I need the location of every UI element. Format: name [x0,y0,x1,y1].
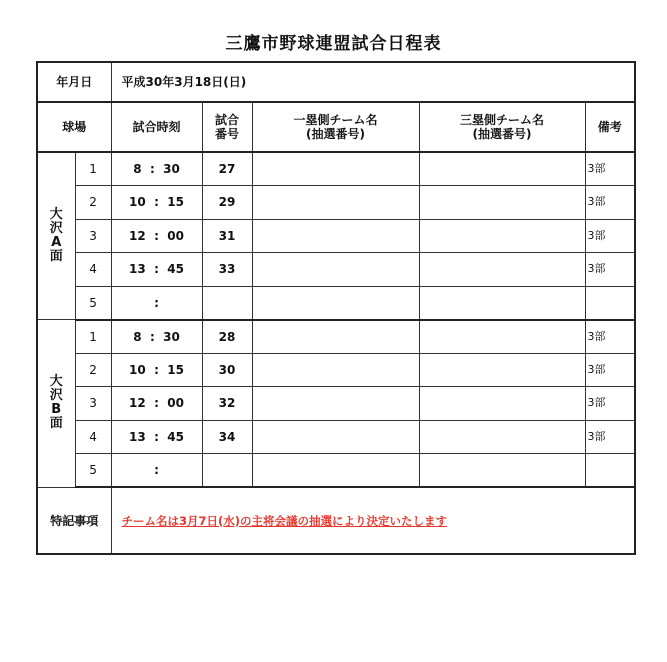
match-header-line1: 試合 [215,113,240,127]
remark: 3部 [585,387,635,421]
table-row [37,420,635,454]
table-row [37,186,635,220]
remarks-header: 備考 [585,102,635,152]
game-time: 10 : 15 [111,186,202,220]
first-base-team [252,387,419,421]
third-base-team [419,152,585,186]
first-base-team [252,152,419,186]
game-no: 4 [75,253,111,287]
table-row [37,152,635,186]
game-no: 4 [75,420,111,454]
date-value: 平成30年3月18日(日) [111,62,635,102]
third-base-team [419,387,585,421]
match-number: 28 [202,320,252,354]
third-base-team [419,286,585,320]
match-number: 34 [202,420,252,454]
game-no: 5 [75,454,111,488]
match-number: 32 [202,387,252,421]
match-number: 27 [202,152,252,186]
game-time: 12 : 00 [111,219,202,253]
table-row [37,286,635,320]
game-no: 2 [75,353,111,387]
third-base-team [419,420,585,454]
notes-cell [111,487,635,554]
first-base-team [252,186,419,220]
table-row [37,219,635,253]
match-no-header [202,102,252,152]
notes-label: 特記事項 [37,487,111,554]
game-no: 1 [75,152,111,186]
date-label: 年月日 [37,62,111,102]
remark: 3部 [585,219,635,253]
game-time: : [111,454,202,488]
third-base-team-header [419,102,585,152]
first-base-team [252,353,419,387]
table-row [37,320,635,354]
header-row [37,102,635,152]
game-no: 3 [75,387,111,421]
table-row [37,353,635,387]
first-base-team-header [252,102,419,152]
notes-row [37,487,635,554]
game-time: 13 : 45 [111,420,202,454]
first-base-team [252,420,419,454]
third-header-line2: (抽選番号) [472,127,532,141]
time-header [111,102,202,152]
game-time: 13 : 45 [111,253,202,287]
third-header-line1: 三塁側チーム名 [460,113,545,127]
game-time: : [111,286,202,320]
first-base-team [252,320,419,354]
game-time: 12 : 00 [111,387,202,421]
remark [585,454,635,488]
game-time: 10 : 15 [111,353,202,387]
remark: 3部 [585,320,635,354]
match-number [202,454,252,488]
game-no: 5 [75,286,111,320]
date-row [37,62,635,102]
game-no: 1 [75,320,111,354]
table-row [37,454,635,488]
field-header: 球場 [37,102,111,152]
third-base-team [419,320,585,354]
time-header-label: 試合時刻 [132,120,181,134]
field-name-b: 大 沢 B 面 [37,320,75,488]
match-number: 33 [202,253,252,287]
first-base-team [252,454,419,488]
remark: 3部 [585,420,635,454]
first-base-team [252,286,419,320]
third-base-team [419,353,585,387]
third-base-team [419,454,585,488]
remark: 3部 [585,353,635,387]
field-name-a: 大 沢 A 面 [37,152,75,320]
game-time: 8 : 30 [111,320,202,354]
match-number [202,286,252,320]
schedule-table [36,61,636,555]
first-header-line2: (抽選番号) [306,127,365,141]
remark: 3部 [585,152,635,186]
third-base-team [419,219,585,253]
game-no: 2 [75,186,111,220]
page-title: 三鷹市野球連盟試合日程表 [225,34,442,54]
first-header-line1: 一塁側チーム名 [293,113,378,127]
remark: 3部 [585,253,635,287]
notes-text: チーム名は3月7日(水)の主将会議の抽選により決定いたします [121,513,448,528]
game-no: 3 [75,219,111,253]
game-time: 8 : 30 [111,152,202,186]
table-row [37,387,635,421]
match-number: 30 [202,353,252,387]
third-base-team [419,253,585,287]
match-number: 29 [202,186,252,220]
match-header-line2: 番号 [215,127,240,141]
first-base-team [252,253,419,287]
match-number: 31 [202,219,252,253]
third-base-team [419,186,585,220]
table-row [37,253,635,287]
remark [585,286,635,320]
remark: 3部 [585,186,635,220]
first-base-team [252,219,419,253]
